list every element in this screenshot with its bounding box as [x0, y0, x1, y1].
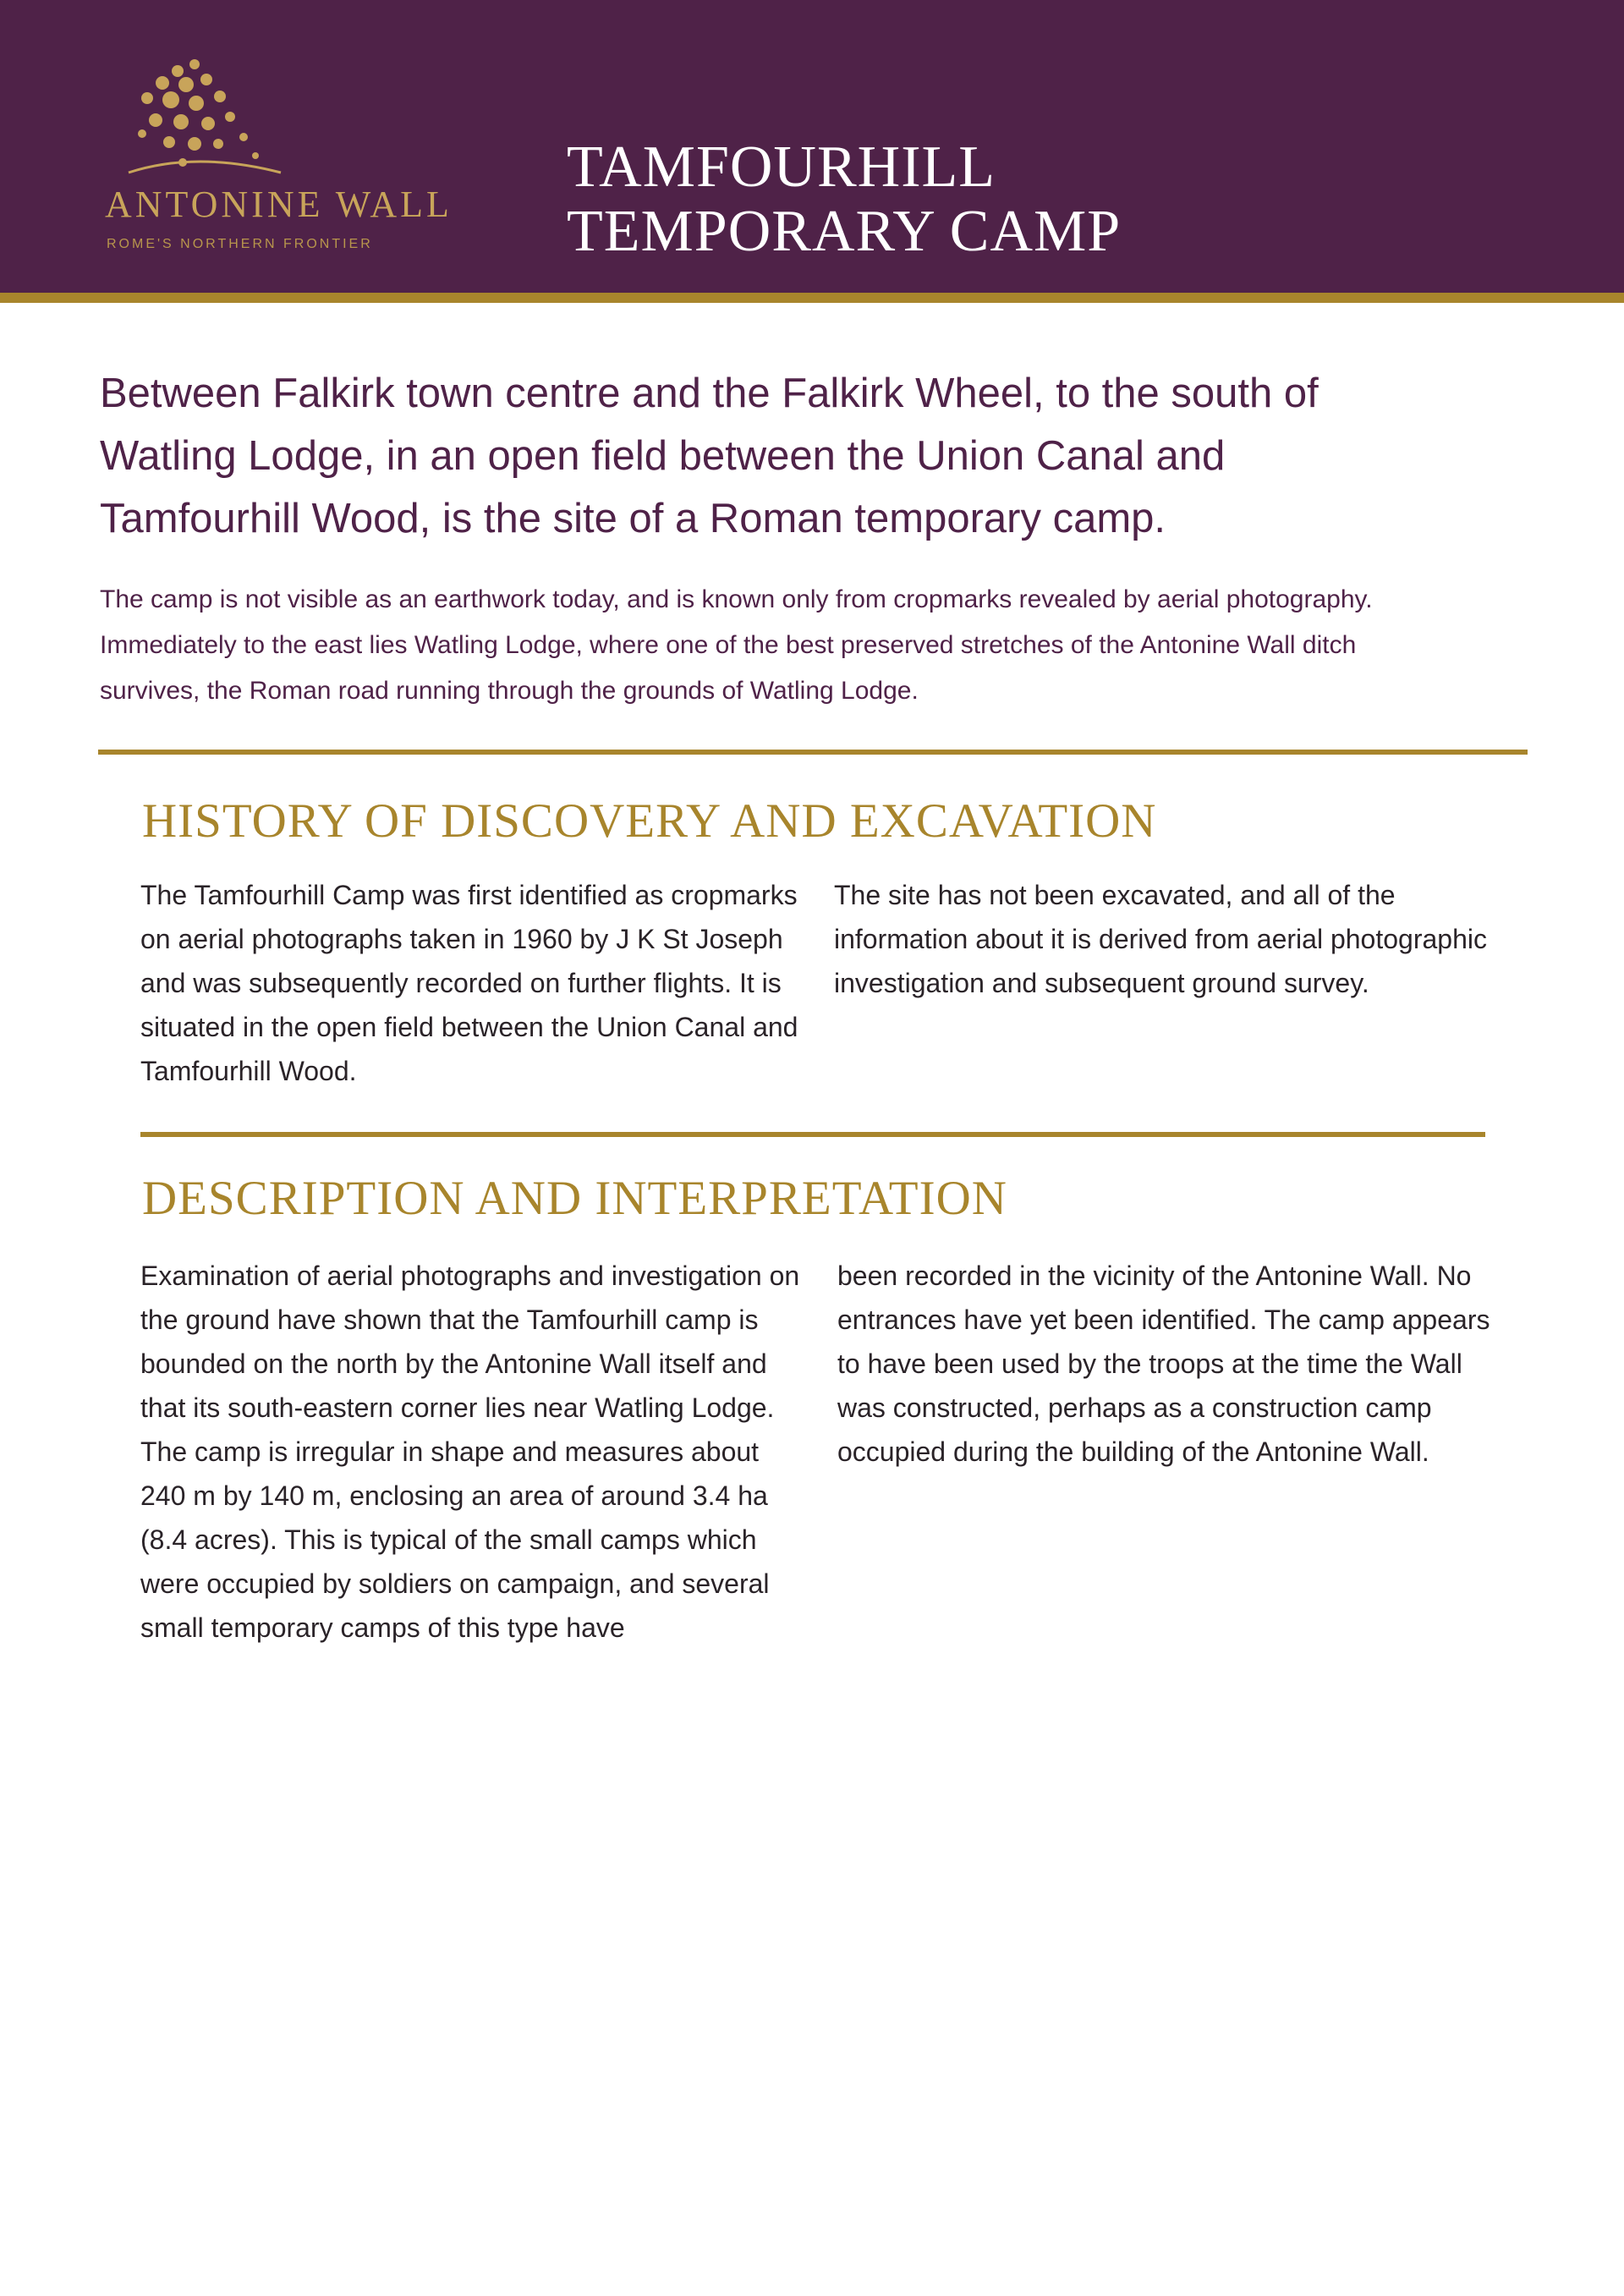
- description-column-left: Examination of aerial photographs and investigation on the ground have shown that the Tamfourhill camp is bounded on the north by the Antonine Wall itself and that its south-eastern corner lies near Watling Lodge. The camp is irregular in shape and measures about 240 m by 140 m, enclosing an area of around 3.4 ha (8.4 acres). This is typical of the small camps which were occupied by soldiers on campaign, and several small temporary camps of this type have: [140, 1261, 800, 1643]
- page-title-line-1: TAMFOURHILL: [567, 135, 996, 200]
- intro-lead-paragraph: Between Falkirk town centre and the Falkirk Wheel, to the south of Watling Lodge, in an open field between the Union Canal and Tamfourhill Wood, is the site of a Roman temporary camp.: [100, 371, 1319, 541]
- antonine-wall-logo: [95, 56, 508, 267]
- section-divider: [98, 750, 1528, 755]
- page-title: [567, 135, 1582, 264]
- history-column-left: The Tamfourhill Camp was first identified as cropmarks on aerial photographs taken in 1960 by J K St Joseph and was subsequently recorded on further flights. It is situated in the open field between the Union Canal and Tamfourhill Wood.: [140, 880, 798, 1086]
- section-divider: [140, 1132, 1485, 1137]
- history-column-right: The site has not been excavated, and all of the information about it is derived from aerial photographic investigation and subsequent ground survey.: [834, 880, 1487, 998]
- description-column-right: been recorded in the vicinity of the Antonine Wall. No entrances have yet been identified. The camp appears to have been used by the troops at the time the Wall was constructed, perhaps as a construction camp occupied during the building of the Antonine Wall.: [837, 1261, 1490, 1467]
- laurel-crest-icon: [95, 56, 298, 183]
- section-heading-history: HISTORY OF DISCOVERY AND EXCAVATION: [142, 794, 1157, 848]
- page-title-line-2: TEMPORARY CAMP: [567, 199, 1122, 264]
- logo-tagline: ROME'S NORTHERN FRONTIER: [107, 237, 373, 251]
- header-gold-rule: [0, 293, 1624, 303]
- intro-body-paragraph: The camp is not visible as an earthwork today, and is known only from cropmarks revealed by aerial photography. Immediately to the east lies Watling Lodge, where one of the best preserved stretches of the Antonine Wall ditch survives, the Roman road running through the grounds of Watling Lodge.: [100, 585, 1373, 705]
- section-heading-description: DESCRIPTION AND INTERPRETATION: [142, 1172, 1007, 1225]
- logo-wordmark: ANTONINE WALL: [105, 184, 453, 225]
- header-band: [0, 0, 1624, 293]
